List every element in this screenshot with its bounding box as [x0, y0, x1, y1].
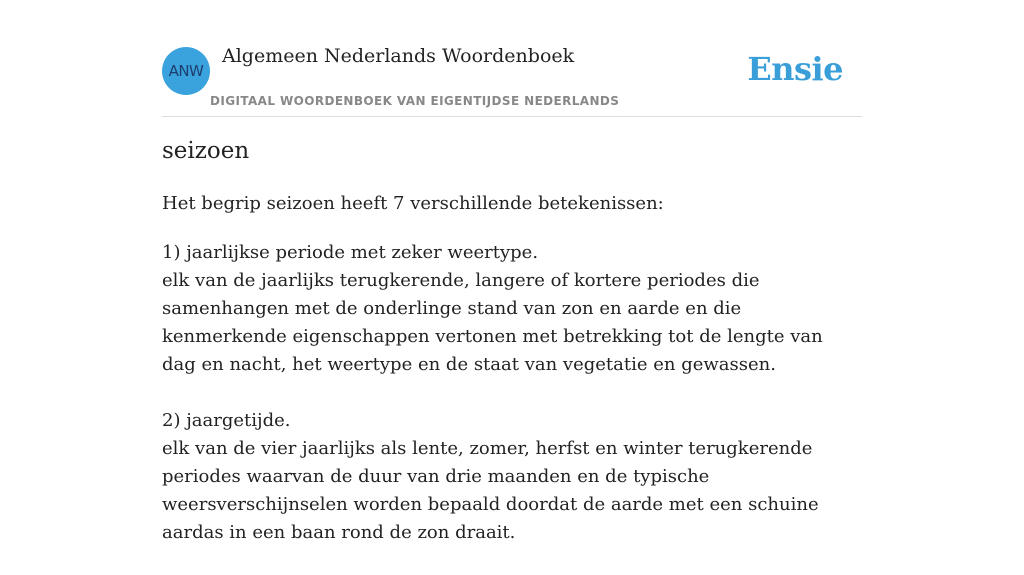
meanings-list [162, 239, 862, 575]
page-container [162, 0, 862, 543]
ensie-brand-logo[interactable]: Ensie [747, 50, 843, 88]
site-header [162, 0, 862, 117]
meaning-item [162, 239, 862, 379]
site-title[interactable]: Algemeen Nederlands Woordenboek [222, 45, 575, 67]
anw-logo[interactable]: ANW [162, 47, 210, 95]
meaning-heading: 2) jaargetijde. [162, 410, 291, 431]
meaning-definition: elk van de jaarlijks terugkerende, langere of kortere periodes die samenhangen met de onderlinge stand van zon en aarde en die kenmerkende eigenschappen vertonen met betrekking tot de lengte van dag en nacht, het weertype en de staat van vegetatie en gewassen. [162, 270, 823, 375]
meaning-definition: elk van de vier jaarlijks als lente, zomer, herfst en winter terugkerende periodes waarvan de duur van drie maanden en de typische weersverschijnselen worden bepaald doordat de aarde met een schuine aardas in een baan rond de zon draait. [162, 438, 819, 543]
meaning-item [162, 407, 862, 547]
page-title: seizoen [162, 138, 250, 164]
site-subtitle: DIGITAAL WOORDENBOEK VAN EIGENTIJDSE NEDERLANDS [210, 94, 620, 108]
meaning-heading: 1) jaarlijkse periode met zeker weertype. [162, 242, 539, 263]
meanings-intro: Het begrip seizoen heeft 7 verschillende betekenissen: [162, 193, 664, 214]
